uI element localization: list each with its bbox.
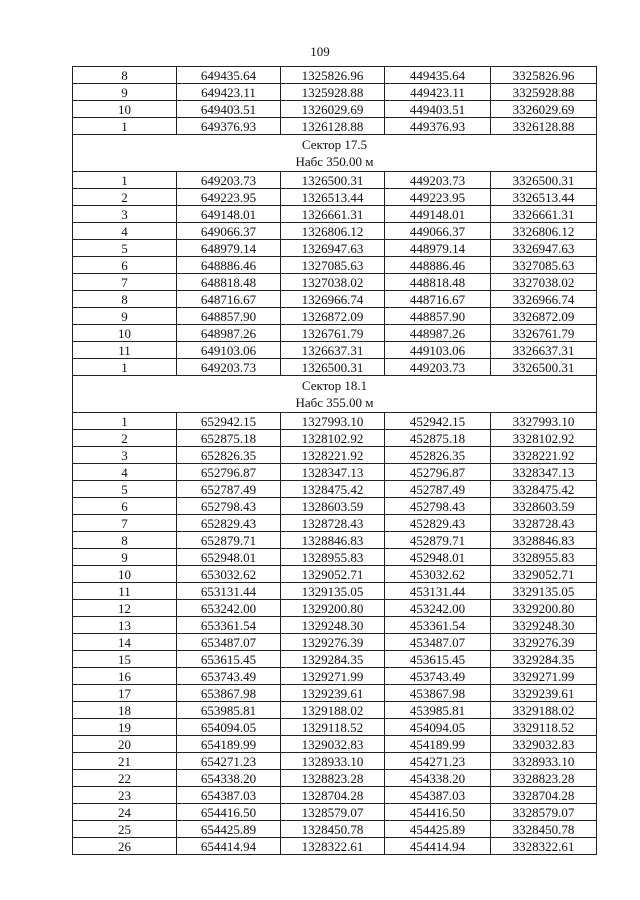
y-local-cell: 3329276.39 <box>491 634 597 651</box>
y-local-cell: 3328823.28 <box>491 770 597 787</box>
y-coordinate-cell: 1328579.07 <box>281 804 385 821</box>
y-local-cell: 3329284.35 <box>491 651 597 668</box>
point-number-cell: 2 <box>73 430 177 447</box>
y-local-cell: 3326661.31 <box>491 206 597 223</box>
sector-header-row <box>73 376 597 413</box>
y-coordinate-cell: 1326513.44 <box>281 189 385 206</box>
point-number-cell: 11 <box>73 342 177 359</box>
y-local-cell: 3329032.83 <box>491 736 597 753</box>
x-local-cell: 454094.05 <box>385 719 491 736</box>
x-coordinate-cell: 652826.35 <box>177 447 281 464</box>
point-number-cell: 1 <box>73 359 177 376</box>
x-local-cell: 453985.81 <box>385 702 491 719</box>
y-local-cell: 3326966.74 <box>491 291 597 308</box>
point-number-cell: 4 <box>73 223 177 240</box>
x-coordinate-cell: 653743.49 <box>177 668 281 685</box>
y-local-cell: 3326513.44 <box>491 189 597 206</box>
y-local-cell: 3329052.71 <box>491 566 597 583</box>
y-local-cell: 3326500.31 <box>491 172 597 189</box>
sector-header <box>73 135 597 172</box>
y-coordinate-cell: 1327993.10 <box>281 413 385 430</box>
y-coordinate-cell: 1326029.69 <box>281 101 385 118</box>
coordinates-table-body <box>73 67 597 855</box>
y-coordinate-cell: 1326966.74 <box>281 291 385 308</box>
x-coordinate-cell: 649376.93 <box>177 118 281 135</box>
y-local-cell: 3325826.96 <box>491 67 597 84</box>
y-local-cell: 3328704.28 <box>491 787 597 804</box>
y-coordinate-cell: 1326761.79 <box>281 325 385 342</box>
y-coordinate-cell: 1326637.31 <box>281 342 385 359</box>
x-coordinate-cell: 653487.07 <box>177 634 281 651</box>
point-number-cell: 13 <box>73 617 177 634</box>
x-local-cell: 454425.89 <box>385 821 491 838</box>
table-row <box>73 101 597 118</box>
y-coordinate-cell: 1326500.31 <box>281 359 385 376</box>
x-local-cell: 449435.64 <box>385 67 491 84</box>
y-coordinate-cell: 1326947.63 <box>281 240 385 257</box>
x-local-cell: 452798.43 <box>385 498 491 515</box>
x-local-cell: 448857.90 <box>385 308 491 325</box>
y-local-cell: 3326128.88 <box>491 118 597 135</box>
y-coordinate-cell: 1329135.05 <box>281 583 385 600</box>
table-row <box>73 702 597 719</box>
x-local-cell: 449403.51 <box>385 101 491 118</box>
table-row <box>73 549 597 566</box>
table-row <box>73 447 597 464</box>
y-coordinate-cell: 1329271.99 <box>281 668 385 685</box>
y-local-cell: 3328475.42 <box>491 481 597 498</box>
y-local-cell: 3328102.92 <box>491 430 597 447</box>
y-local-cell: 3328221.92 <box>491 447 597 464</box>
x-local-cell: 449148.01 <box>385 206 491 223</box>
sector-header-row <box>73 135 597 172</box>
sector-height: Набс 355.00 м <box>295 395 374 410</box>
x-local-cell: 453131.44 <box>385 583 491 600</box>
point-number-cell: 2 <box>73 189 177 206</box>
sector-header <box>73 376 597 413</box>
x-coordinate-cell: 654338.20 <box>177 770 281 787</box>
y-local-cell: 3328955.83 <box>491 549 597 566</box>
x-local-cell: 453242.00 <box>385 600 491 617</box>
point-number-cell: 9 <box>73 84 177 101</box>
x-coordinate-cell: 648818.48 <box>177 274 281 291</box>
point-number-cell: 12 <box>73 600 177 617</box>
table-row <box>73 359 597 376</box>
x-local-cell: 448818.48 <box>385 274 491 291</box>
x-local-cell: 449103.06 <box>385 342 491 359</box>
sector-title: Сектор 18.1 <box>301 378 368 393</box>
x-coordinate-cell: 649066.37 <box>177 223 281 240</box>
table-row <box>73 821 597 838</box>
x-coordinate-cell: 649103.06 <box>177 342 281 359</box>
table-row <box>73 413 597 430</box>
x-local-cell: 448987.26 <box>385 325 491 342</box>
page-number: 109 <box>310 44 330 59</box>
y-coordinate-cell: 1325826.96 <box>281 67 385 84</box>
x-local-cell: 449376.93 <box>385 118 491 135</box>
point-number-cell: 1 <box>73 413 177 430</box>
x-coordinate-cell: 654416.50 <box>177 804 281 821</box>
point-number-cell: 6 <box>73 257 177 274</box>
table-row <box>73 617 597 634</box>
y-local-cell: 3329188.02 <box>491 702 597 719</box>
y-local-cell: 3329200.80 <box>491 600 597 617</box>
x-local-cell: 453487.07 <box>385 634 491 651</box>
table-row <box>73 532 597 549</box>
y-coordinate-cell: 1326128.88 <box>281 118 385 135</box>
x-coordinate-cell: 649403.51 <box>177 101 281 118</box>
table-row <box>73 481 597 498</box>
x-coordinate-cell: 652875.18 <box>177 430 281 447</box>
point-number-cell: 5 <box>73 240 177 257</box>
point-number-cell: 4 <box>73 464 177 481</box>
table-row <box>73 668 597 685</box>
y-local-cell: 3329271.99 <box>491 668 597 685</box>
x-local-cell: 449066.37 <box>385 223 491 240</box>
y-local-cell: 3326500.31 <box>491 359 597 376</box>
table-row <box>73 189 597 206</box>
x-local-cell: 453361.54 <box>385 617 491 634</box>
y-coordinate-cell: 1327085.63 <box>281 257 385 274</box>
point-number-cell: 1 <box>73 118 177 135</box>
table-row <box>73 651 597 668</box>
y-local-cell: 3328450.78 <box>491 821 597 838</box>
y-coordinate-cell: 1328728.43 <box>281 515 385 532</box>
point-number-cell: 9 <box>73 308 177 325</box>
y-local-cell: 3329135.05 <box>491 583 597 600</box>
point-number-cell: 14 <box>73 634 177 651</box>
y-coordinate-cell: 1328603.59 <box>281 498 385 515</box>
y-local-cell: 3326947.63 <box>491 240 597 257</box>
point-number-cell: 26 <box>73 838 177 855</box>
x-local-cell: 449423.11 <box>385 84 491 101</box>
x-coordinate-cell: 652948.01 <box>177 549 281 566</box>
y-coordinate-cell: 1328475.42 <box>281 481 385 498</box>
y-local-cell: 3327085.63 <box>491 257 597 274</box>
point-number-cell: 19 <box>73 719 177 736</box>
table-row <box>73 600 597 617</box>
y-coordinate-cell: 1326806.12 <box>281 223 385 240</box>
x-coordinate-cell: 652796.87 <box>177 464 281 481</box>
y-local-cell: 3326806.12 <box>491 223 597 240</box>
x-local-cell: 452829.43 <box>385 515 491 532</box>
y-coordinate-cell: 1329032.83 <box>281 736 385 753</box>
y-local-cell: 3327038.02 <box>491 274 597 291</box>
point-number-cell: 3 <box>73 206 177 223</box>
y-local-cell: 3328846.83 <box>491 532 597 549</box>
point-number-cell: 25 <box>73 821 177 838</box>
y-local-cell: 3328322.61 <box>491 838 597 855</box>
x-local-cell: 453743.49 <box>385 668 491 685</box>
x-coordinate-cell: 649203.73 <box>177 172 281 189</box>
y-local-cell: 3328579.07 <box>491 804 597 821</box>
table-row <box>73 118 597 135</box>
point-number-cell: 16 <box>73 668 177 685</box>
y-coordinate-cell: 1329248.30 <box>281 617 385 634</box>
y-local-cell: 3326761.79 <box>491 325 597 342</box>
table-row <box>73 787 597 804</box>
table-row <box>73 223 597 240</box>
y-coordinate-cell: 1328347.13 <box>281 464 385 481</box>
x-coordinate-cell: 654387.03 <box>177 787 281 804</box>
table-row <box>73 515 597 532</box>
y-coordinate-cell: 1329284.35 <box>281 651 385 668</box>
x-coordinate-cell: 652798.43 <box>177 498 281 515</box>
x-coordinate-cell: 649148.01 <box>177 206 281 223</box>
x-local-cell: 449223.95 <box>385 189 491 206</box>
y-local-cell: 3328933.10 <box>491 753 597 770</box>
x-coordinate-cell: 652942.15 <box>177 413 281 430</box>
y-local-cell: 3328347.13 <box>491 464 597 481</box>
table-row <box>73 719 597 736</box>
y-local-cell: 3329248.30 <box>491 617 597 634</box>
table-row <box>73 342 597 359</box>
y-local-cell: 3326872.09 <box>491 308 597 325</box>
x-local-cell: 452942.15 <box>385 413 491 430</box>
y-local-cell: 3326637.31 <box>491 342 597 359</box>
y-coordinate-cell: 1326872.09 <box>281 308 385 325</box>
y-coordinate-cell: 1329118.52 <box>281 719 385 736</box>
x-local-cell: 454387.03 <box>385 787 491 804</box>
y-coordinate-cell: 1328102.92 <box>281 430 385 447</box>
x-local-cell: 453615.45 <box>385 651 491 668</box>
point-number-cell: 3 <box>73 447 177 464</box>
x-coordinate-cell: 654414.94 <box>177 838 281 855</box>
y-coordinate-cell: 1328955.83 <box>281 549 385 566</box>
x-coordinate-cell: 649423.11 <box>177 84 281 101</box>
table-row <box>73 308 597 325</box>
x-coordinate-cell: 654094.05 <box>177 719 281 736</box>
table-row <box>73 240 597 257</box>
y-coordinate-cell: 1328704.28 <box>281 787 385 804</box>
y-local-cell: 3325928.88 <box>491 84 597 101</box>
x-local-cell: 454189.99 <box>385 736 491 753</box>
y-local-cell: 3329239.61 <box>491 685 597 702</box>
x-local-cell: 454414.94 <box>385 838 491 855</box>
x-coordinate-cell: 653131.44 <box>177 583 281 600</box>
table-row <box>73 67 597 84</box>
y-coordinate-cell: 1325928.88 <box>281 84 385 101</box>
point-number-cell: 21 <box>73 753 177 770</box>
x-coordinate-cell: 653615.45 <box>177 651 281 668</box>
point-number-cell: 18 <box>73 702 177 719</box>
x-coordinate-cell: 653985.81 <box>177 702 281 719</box>
table-row <box>73 634 597 651</box>
table-row <box>73 583 597 600</box>
y-coordinate-cell: 1329188.02 <box>281 702 385 719</box>
y-local-cell: 3328603.59 <box>491 498 597 515</box>
y-coordinate-cell: 1328846.83 <box>281 532 385 549</box>
sector-height: Набс 350.00 м <box>295 154 374 169</box>
x-coordinate-cell: 653242.00 <box>177 600 281 617</box>
table-row <box>73 685 597 702</box>
x-coordinate-cell: 648987.26 <box>177 325 281 342</box>
y-coordinate-cell: 1328322.61 <box>281 838 385 855</box>
y-coordinate-cell: 1328450.78 <box>281 821 385 838</box>
x-coordinate-cell: 648979.14 <box>177 240 281 257</box>
point-number-cell: 1 <box>73 172 177 189</box>
point-number-cell: 11 <box>73 583 177 600</box>
point-number-cell: 10 <box>73 325 177 342</box>
x-local-cell: 448979.14 <box>385 240 491 257</box>
x-coordinate-cell: 652879.71 <box>177 532 281 549</box>
point-number-cell: 10 <box>73 566 177 583</box>
y-coordinate-cell: 1327038.02 <box>281 274 385 291</box>
x-local-cell: 448716.67 <box>385 291 491 308</box>
y-coordinate-cell: 1329276.39 <box>281 634 385 651</box>
x-local-cell: 453032.62 <box>385 566 491 583</box>
x-local-cell: 454271.23 <box>385 753 491 770</box>
x-coordinate-cell: 654189.99 <box>177 736 281 753</box>
point-number-cell: 9 <box>73 549 177 566</box>
point-number-cell: 23 <box>73 787 177 804</box>
x-local-cell: 454416.50 <box>385 804 491 821</box>
x-coordinate-cell: 649223.95 <box>177 189 281 206</box>
table-row <box>73 753 597 770</box>
point-number-cell: 8 <box>73 67 177 84</box>
point-number-cell: 7 <box>73 515 177 532</box>
table-row <box>73 291 597 308</box>
x-coordinate-cell: 654425.89 <box>177 821 281 838</box>
x-coordinate-cell: 652829.43 <box>177 515 281 532</box>
point-number-cell: 22 <box>73 770 177 787</box>
x-coordinate-cell: 654271.23 <box>177 753 281 770</box>
x-coordinate-cell: 652787.49 <box>177 481 281 498</box>
x-local-cell: 452948.01 <box>385 549 491 566</box>
x-local-cell: 452875.18 <box>385 430 491 447</box>
table-row <box>73 325 597 342</box>
x-coordinate-cell: 649435.64 <box>177 67 281 84</box>
y-coordinate-cell: 1328823.28 <box>281 770 385 787</box>
x-coordinate-cell: 648886.46 <box>177 257 281 274</box>
x-coordinate-cell: 653032.62 <box>177 566 281 583</box>
y-local-cell: 3327993.10 <box>491 413 597 430</box>
point-number-cell: 8 <box>73 291 177 308</box>
x-coordinate-cell: 649203.73 <box>177 359 281 376</box>
table-row <box>73 804 597 821</box>
point-number-cell: 24 <box>73 804 177 821</box>
table-row <box>73 274 597 291</box>
point-number-cell: 17 <box>73 685 177 702</box>
point-number-cell: 6 <box>73 498 177 515</box>
table-row <box>73 770 597 787</box>
y-coordinate-cell: 1328933.10 <box>281 753 385 770</box>
y-local-cell: 3328728.43 <box>491 515 597 532</box>
y-coordinate-cell: 1326661.31 <box>281 206 385 223</box>
point-number-cell: 8 <box>73 532 177 549</box>
x-local-cell: 448886.46 <box>385 257 491 274</box>
x-coordinate-cell: 648716.67 <box>177 291 281 308</box>
point-number-cell: 5 <box>73 481 177 498</box>
x-coordinate-cell: 653361.54 <box>177 617 281 634</box>
sector-title: Сектор 17.5 <box>301 137 368 152</box>
x-coordinate-cell: 648857.90 <box>177 308 281 325</box>
y-coordinate-cell: 1329052.71 <box>281 566 385 583</box>
point-number-cell: 15 <box>73 651 177 668</box>
coordinates-table <box>72 66 597 855</box>
x-local-cell: 449203.73 <box>385 359 491 376</box>
table-row <box>73 206 597 223</box>
table-row <box>73 838 597 855</box>
x-local-cell: 452826.35 <box>385 447 491 464</box>
x-coordinate-cell: 653867.98 <box>177 685 281 702</box>
table-row <box>73 736 597 753</box>
x-local-cell: 453867.98 <box>385 685 491 702</box>
table-row <box>73 498 597 515</box>
y-coordinate-cell: 1329239.61 <box>281 685 385 702</box>
table-row <box>73 566 597 583</box>
table-row <box>73 84 597 101</box>
x-local-cell: 452879.71 <box>385 532 491 549</box>
y-local-cell: 3326029.69 <box>491 101 597 118</box>
x-local-cell: 452796.87 <box>385 464 491 481</box>
point-number-cell: 10 <box>73 101 177 118</box>
table-row <box>73 172 597 189</box>
table-row <box>73 430 597 447</box>
y-coordinate-cell: 1326500.31 <box>281 172 385 189</box>
x-local-cell: 449203.73 <box>385 172 491 189</box>
x-local-cell: 452787.49 <box>385 481 491 498</box>
table-row <box>73 257 597 274</box>
y-coordinate-cell: 1329200.80 <box>281 600 385 617</box>
x-local-cell: 454338.20 <box>385 770 491 787</box>
table-row <box>73 464 597 481</box>
point-number-cell: 7 <box>73 274 177 291</box>
y-local-cell: 3329118.52 <box>491 719 597 736</box>
y-coordinate-cell: 1328221.92 <box>281 447 385 464</box>
point-number-cell: 20 <box>73 736 177 753</box>
